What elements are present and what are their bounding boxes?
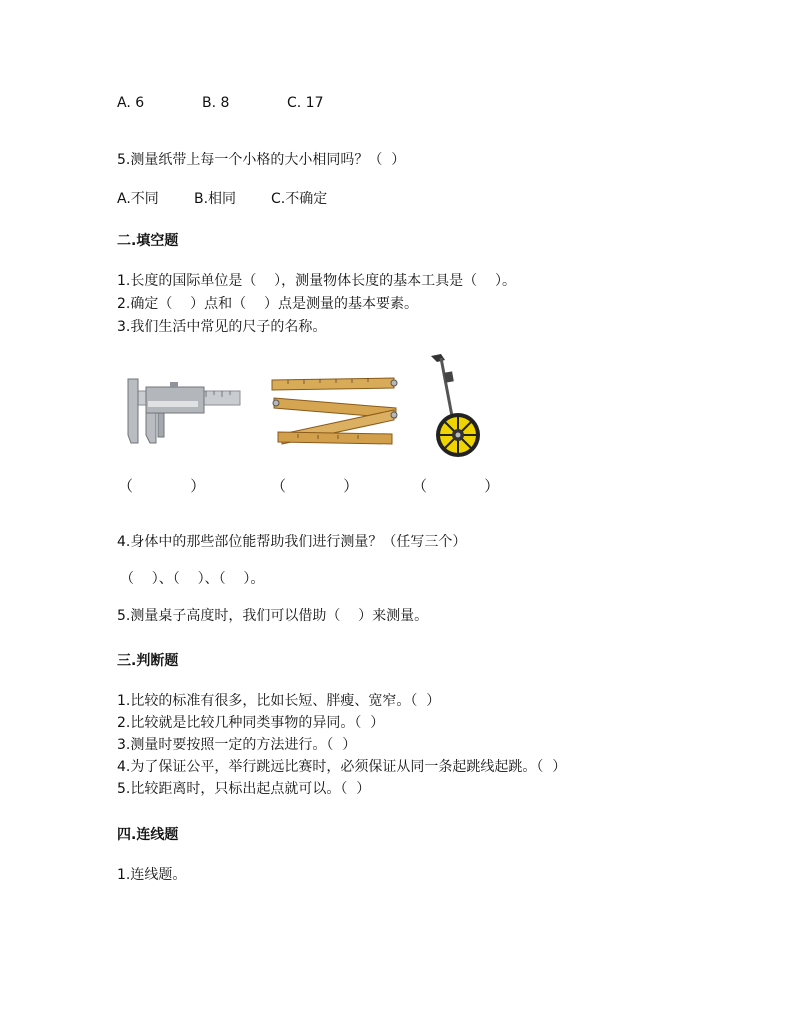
section-3-title: 三.判断题	[117, 653, 179, 669]
q5-option-c: C.不确定	[271, 191, 328, 207]
fill-question-4-blanks: （ ）、（ ）、（ ）。	[120, 571, 265, 587]
fill-question-1: 1.长度的国际单位是（ ），测量物体长度的基本工具是（ ）。	[117, 273, 516, 289]
vernier-caliper-image	[118, 375, 244, 447]
section-4-title: 四.连线题	[117, 827, 179, 843]
q4-options	[117, 95, 324, 111]
question-5: 5.测量纸带上每一个小格的大小相同吗？（ ）	[117, 152, 406, 168]
match-question-1: 1.连线题。	[117, 867, 187, 883]
judge-question-2: 2.比较就是比较几种同类事物的异同。（ ）	[117, 715, 385, 731]
folding-ruler-answer-blank: （ ）	[271, 477, 359, 495]
q4-option-b: B. 8	[202, 95, 230, 111]
measuring-wheel-answer-blank: （ ）	[412, 477, 500, 495]
q4-option-a: A. 6	[117, 95, 145, 111]
judge-question-3: 3.测量时要按照一定的方法进行。（ ）	[117, 737, 357, 753]
judge-question-1: 1.比较的标准有很多，比如长短、胖瘦、宽窄。（ ）	[117, 693, 441, 709]
fill-question-4: 4.身体中的那些部位能帮助我们进行测量？（任写三个）	[117, 534, 467, 550]
judge-question-4: 4.为了保证公平，举行跳远比赛时，必须保证从同一条起跳线起跳。（ ）	[117, 759, 567, 775]
fill-question-5: 5.测量桌子高度时，我们可以借助（ ）来测量。	[117, 608, 429, 624]
fill-question-2: 2.确定（ ）点和（ ）点是测量的基本要素。	[117, 296, 418, 312]
q5-option-b: B.相同	[194, 191, 237, 207]
q5-option-a: A.不同	[117, 191, 159, 207]
measuring-wheel-image	[425, 352, 487, 464]
section-2-title: 二.填空题	[117, 233, 179, 249]
q4-option-c: C. 17	[287, 95, 324, 111]
fill-question-3: 3.我们生活中常见的尺子的名称。	[117, 319, 327, 335]
judge-question-5: 5.比较距离时，只标出起点就可以。（ ）	[117, 781, 371, 797]
q5-options	[117, 188, 327, 208]
folding-ruler-image	[268, 374, 400, 448]
caliper-answer-blank: （ ）	[118, 477, 206, 495]
